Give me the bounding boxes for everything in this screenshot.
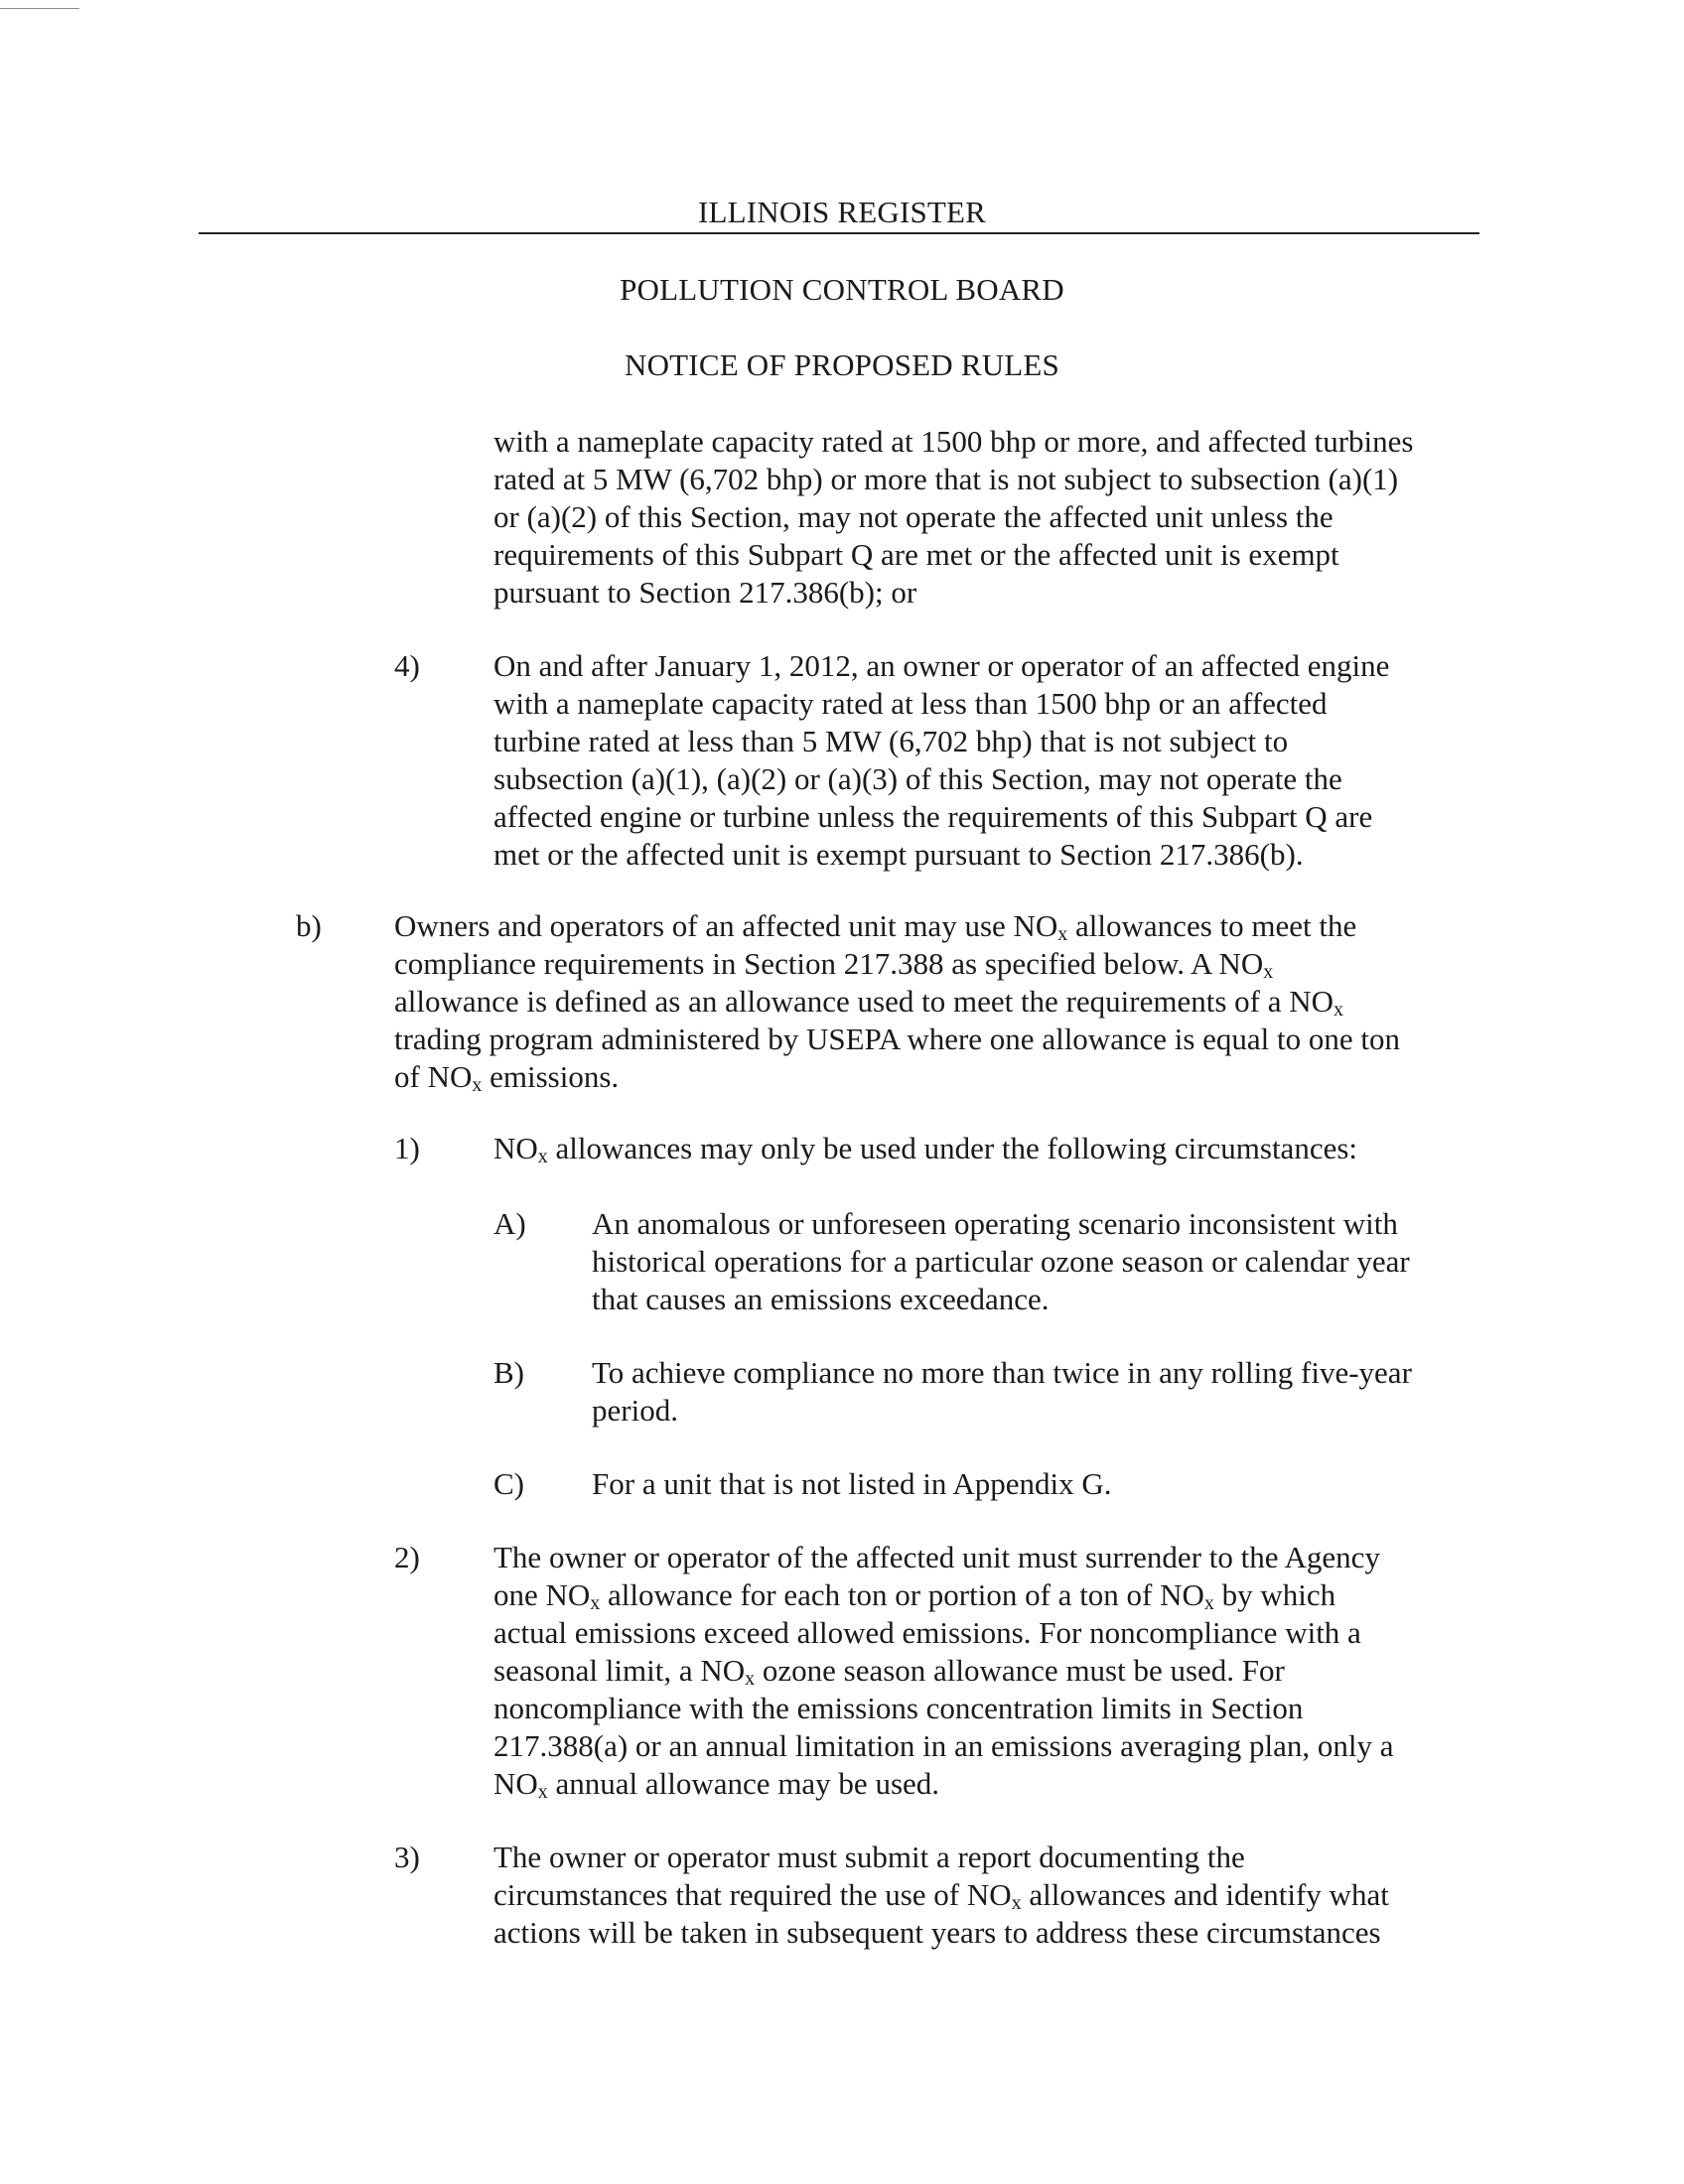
text-line: $NO_x$ annual allowance may be used.	[493, 1766, 940, 1803]
text-line: 217.388(a) or an annual limitation in an emissions averaging plan, only a	[493, 1728, 1394, 1763]
text-line: period.	[592, 1393, 678, 1428]
text-line: trading program administered by USEPA where one allowance is equal to one ton	[394, 1022, 1401, 1056]
text-line: affected engine or turbine unless the requirements of this Subpart Q are	[493, 799, 1373, 834]
text-line: actual emissions exceed allowed emissions. For noncompliance with a	[493, 1615, 1361, 1650]
text-line: noncompliance with the emissions concentration limits in Section	[493, 1691, 1304, 1725]
item-1-text	[493, 1130, 1357, 1167]
text-line: of $NO_x$ emissions.	[394, 1059, 620, 1096]
item-4-label: 4)	[394, 648, 420, 683]
text-line: circumstances that required the use of $NO_x$ allowances and identify what	[493, 1877, 1389, 1914]
item-3-label: 3)	[394, 1840, 420, 1874]
text-line: The owner or operator of the affected unit must surrender to the Agency	[493, 1540, 1380, 1574]
text-line: turbine rated at less than 5 MW (6,702 bhp) that is not subject to	[493, 724, 1289, 758]
text-line: that causes an emissions exceedance.	[592, 1282, 1050, 1316]
item-2-label: 2)	[394, 1540, 420, 1574]
item-3-text	[493, 1839, 1389, 1952]
text-line: requirements of this Subpart Q are met or the affected unit is exempt	[493, 537, 1339, 572]
text-line: historical operations for a particular ozone season or calendar year	[592, 1244, 1410, 1279]
continued-paragraph	[493, 423, 1413, 612]
text-line: On and after January 1, 2012, an owner or operator of an affected engine	[493, 648, 1390, 683]
text-line: For a unit that is not listed in Appendix G.	[592, 1466, 1112, 1501]
item-A-text	[592, 1205, 1410, 1318]
item-1-label: 1)	[394, 1131, 420, 1165]
text-line: Owners and operators of an affected unit may use $NO_x$ allowances to meet the	[394, 908, 1357, 945]
text-line: one $NO_x$ allowance for each ton or portion of a ton of $NO_x$ by which	[493, 1577, 1336, 1614]
text-line: The owner or operator must submit a report documenting the	[493, 1840, 1245, 1874]
item-4-text	[493, 647, 1389, 874]
scan-mark	[0, 8, 79, 9]
text-line: or (a)(2) of this Section, may not operate the affected unit unless the	[493, 499, 1333, 534]
item-B-text	[592, 1354, 1412, 1430]
register-title: ILLINOIS REGISTER	[697, 195, 987, 229]
text-line: met or the affected unit is exempt pursuant to Section 217.386(b).	[493, 837, 1304, 872]
text-line: compliance requirements in Section 217.388 as specified below. A $NO_x$	[394, 946, 1274, 983]
text-line: with a nameplate capacity rated at 1500 bhp or more, and affected turbines	[493, 424, 1414, 459]
item-B-label: B)	[493, 1355, 524, 1390]
item-C-label: C)	[493, 1466, 524, 1501]
item-C-text	[592, 1465, 1112, 1503]
text-line: allowance is defined as an allowance used to meet the requirements of a $NO_x$	[394, 984, 1343, 1021]
item-A-label: A)	[493, 1206, 526, 1241]
item-b-label: b)	[296, 908, 322, 943]
text-line: rated at 5 MW (6,702 bhp) or more that is not subject to subsection (a)(1)	[493, 462, 1399, 496]
item-2-text	[493, 1539, 1394, 1803]
notice-title: NOTICE OF PROPOSED RULES	[625, 347, 1059, 382]
header-rule	[199, 232, 1479, 234]
text-line: actions will be taken in subsequent years to address these circumstances	[493, 1915, 1381, 1950]
text-line: An anomalous or unforeseen operating scenario inconsistent with	[592, 1206, 1398, 1241]
text-line: $NO_x$ allowances may only be used under the following circumstances:	[493, 1131, 1358, 1167]
text-line: pursuant to Section 217.386(b); or	[493, 575, 917, 610]
text-line: subsection (a)(1), (a)(2) or (a)(3) of this Section, may not operate the	[493, 761, 1342, 796]
board-title: POLLUTION CONTROL BOARD	[620, 272, 1064, 307]
text-line: To achieve compliance no more than twice in any rolling five-year	[592, 1355, 1412, 1390]
text-line: with a nameplate capacity rated at less than 1500 bhp or an affected	[493, 686, 1328, 721]
text-line: seasonal limit, a $NO_x$ ozone season allowance must be used. For	[493, 1653, 1285, 1690]
item-b-text	[394, 907, 1400, 1096]
